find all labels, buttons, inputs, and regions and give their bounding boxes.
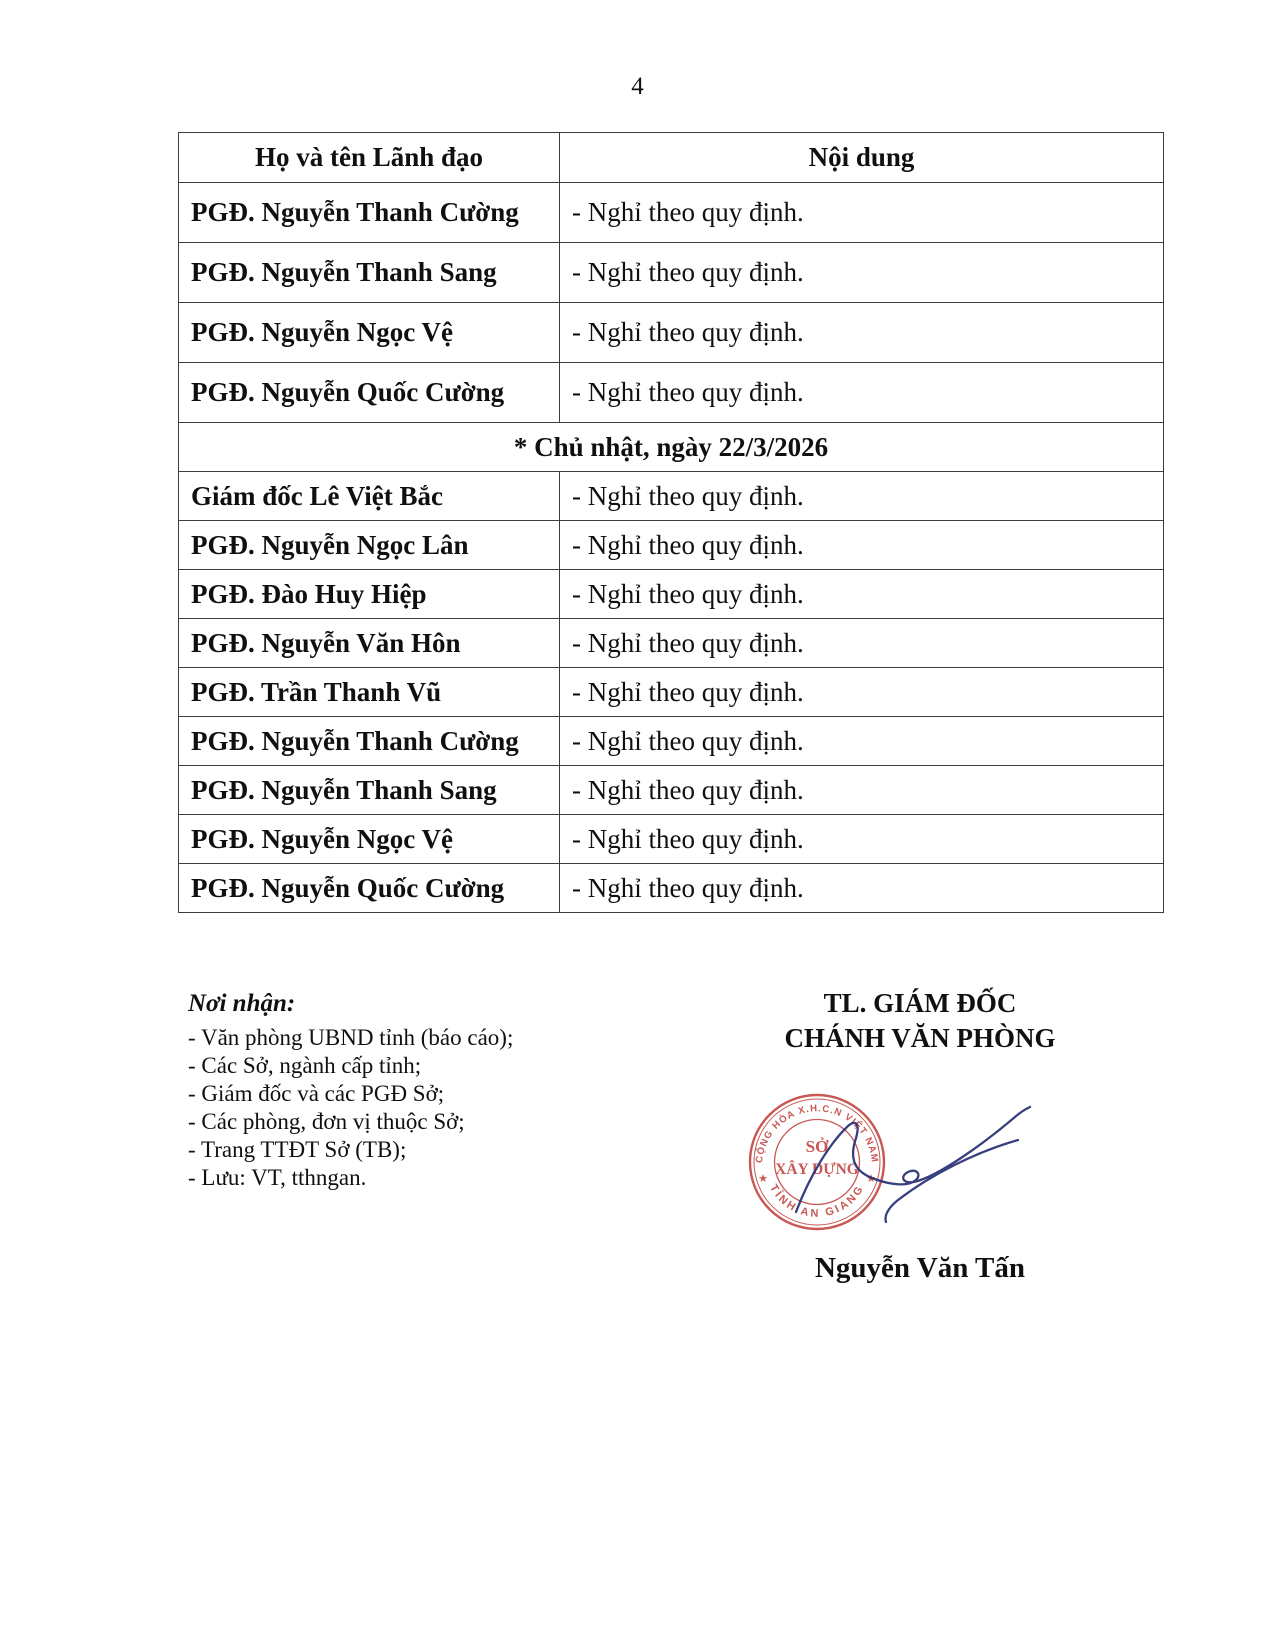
table-header-row [179,133,1164,183]
table-row [179,303,1164,363]
table-row [179,570,1164,619]
content-cell: - Nghỉ theo quy định. [560,570,1164,619]
table-row [179,815,1164,864]
content-cell: - Nghỉ theo quy định. [560,766,1164,815]
table-row [179,472,1164,521]
page-number: 4 [631,73,644,100]
leader-name-cell: PGĐ. Trần Thanh Vũ [179,668,560,717]
sunday-section [179,423,1164,472]
recipient-item: - Lưu: VT, tthngan. [188,1165,367,1190]
table-row [179,668,1164,717]
recipient-item: - Các Sở, ngành cấp tỉnh; [188,1053,422,1078]
stamp-top-text: CỘNG HÒA X.H.C.N VIỆT NAM [754,1103,881,1164]
saturday-rows [179,183,1164,423]
leader-name-cell: PGĐ. Nguyễn Thanh Cường [179,717,560,766]
leader-name-cell: PGĐ. Nguyễn Quốc Cường [179,864,560,913]
leader-name-cell: Giám đốc Lê Việt Bắc [179,472,560,521]
table-row [179,183,1164,243]
recipients-label: Nơi nhận: [188,990,296,1017]
content-cell: - Nghỉ theo quy định. [560,815,1164,864]
signer-name: Nguyễn Văn Tấn [814,1252,1026,1284]
content-cell: - Nghỉ theo quy định. [560,183,1164,243]
section-header-label: * Chủ nhật, ngày 22/3/2026 [179,423,1164,472]
content-cell: - Nghỉ theo quy định. [560,864,1164,913]
signer-title-line1: TL. GIÁM ĐỐC [823,988,1017,1018]
recipient-item: - Văn phòng UBND tỉnh (báo cáo); [188,1025,514,1050]
column-header-content: Nội dung [560,133,1164,183]
table-row [179,864,1164,913]
table-row [179,717,1164,766]
section-header-row [179,423,1164,472]
leadership-schedule-table [178,132,1164,913]
stamp-center-line1: SỞ [805,1137,829,1156]
table-row [179,766,1164,815]
content-cell: - Nghỉ theo quy định. [560,668,1164,717]
leader-name-cell: PGĐ. Nguyễn Ngọc Lân [179,521,560,570]
leader-name-cell: PGĐ. Nguyễn Ngọc Vệ [179,815,560,864]
table-header [179,133,1164,183]
leader-name-cell: PGĐ. Nguyễn Ngọc Vệ [179,303,560,363]
sunday-rows [179,472,1164,913]
content-cell: - Nghỉ theo quy định. [560,303,1164,363]
content-cell: - Nghỉ theo quy định. [560,363,1164,423]
leader-name-cell: PGĐ. Nguyễn Thanh Cường [179,183,560,243]
stamp-center-line2: XÂY DỰNG [775,1161,859,1178]
recipient-item: - Các phòng, đơn vị thuộc Sở; [188,1109,465,1134]
content-cell: - Nghỉ theo quy định. [560,243,1164,303]
table-row [179,363,1164,423]
content-cell: - Nghỉ theo quy định. [560,717,1164,766]
leader-name-cell: PGĐ. Nguyễn Thanh Sang [179,766,560,815]
recipient-item: - Trang TTĐT Sở (TB); [188,1137,407,1162]
leader-name-cell: PGĐ. Nguyễn Quốc Cường [179,363,560,423]
content-cell: - Nghỉ theo quy định. [560,472,1164,521]
recipients-list [188,1024,608,1192]
stamp-star-right: ★ [866,1173,876,1185]
signature-stroke-main [796,1107,1030,1212]
stamp-bottom-text: TỈNH AN GIANG [767,1182,867,1220]
table-row [179,243,1164,303]
stamp-star-left: ★ [758,1173,768,1185]
handwritten-signature [700,1030,1060,1240]
leader-name-cell: PGĐ. Đào Huy Hiệp [179,570,560,619]
table-row [179,521,1164,570]
recipients-block [188,990,608,1192]
content-cell: - Nghỉ theo quy định. [560,619,1164,668]
table-row [179,619,1164,668]
leader-name-cell: PGĐ. Nguyễn Thanh Sang [179,243,560,303]
content-cell: - Nghỉ theo quy định. [560,521,1164,570]
leader-name-cell: PGĐ. Nguyễn Văn Hôn [179,619,560,668]
signer-title-line2: CHÁNH VĂN PHÒNG [784,1023,1056,1053]
recipient-item: - Giám đốc và các PGĐ Sở; [188,1081,445,1106]
column-header-name: Họ và tên Lãnh đạo [179,133,560,183]
